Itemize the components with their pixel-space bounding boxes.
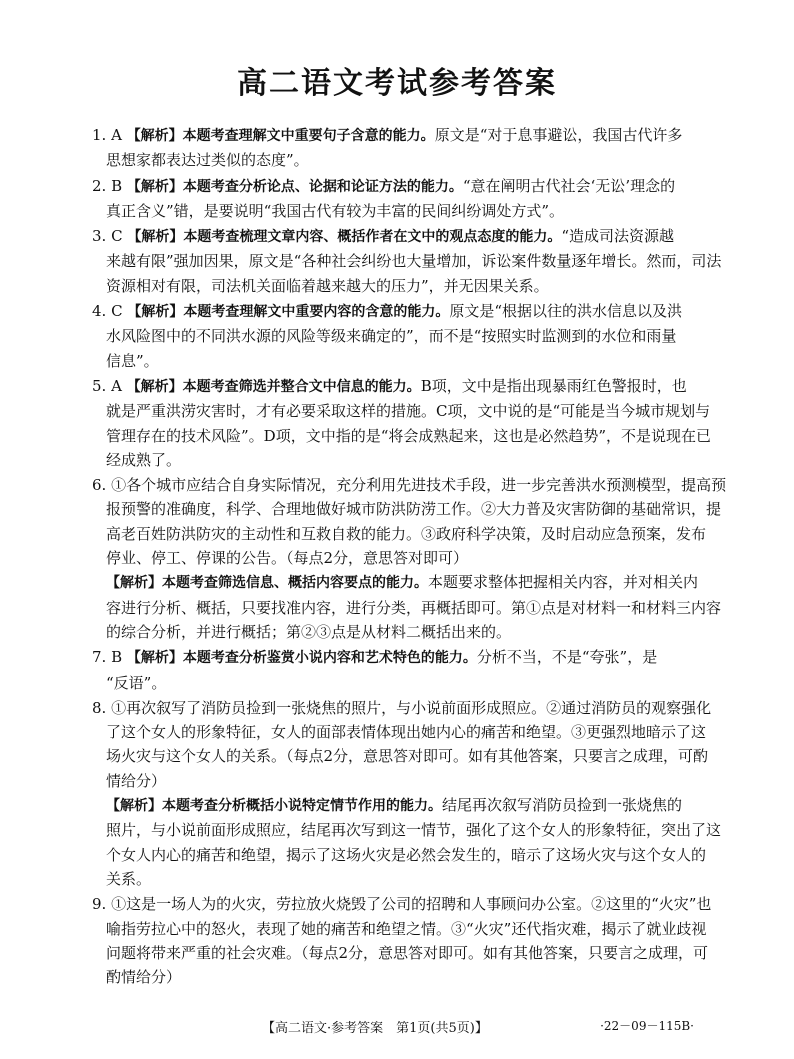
answer-line: [92, 843, 707, 867]
analysis-heading: 【解析】本题考查分析鉴赏小说内容和艺术特色的能力。: [126, 650, 477, 667]
footer-doc-code: ·22－09－115B·: [600, 1019, 694, 1033]
answer-text: 照片，与小说前面形成照应，结尾再次写到这一情节，强化了这个女人的形象特征，突出了这: [106, 821, 722, 840]
answer-text: “造成司法资源越: [561, 227, 674, 246]
answer-line: [92, 818, 722, 842]
answer-text: 5. A: [92, 376, 127, 395]
answer-line: [92, 199, 704, 223]
answer-line: [92, 399, 711, 423]
answer-line: [92, 720, 707, 744]
analysis-heading: 【解析】本题考查理解文中重要句子含意的能力。: [126, 128, 435, 144]
answer-text: 9. ①这是一场人为的火灾，劳拉放火烧毁了公司的招聘和人事顾问办公室。②这里的“火灾”也: [92, 895, 712, 914]
answer-line: [92, 448, 704, 472]
answer-line: [92, 123, 704, 148]
answer-text: “意在阐明古代社会‘无讼’理念的: [462, 176, 676, 195]
answer-item: [92, 473, 727, 644]
analysis-heading: 【解析】本题考查理解文中重要内容的含意的能力。: [127, 304, 450, 321]
answer-line: [92, 324, 704, 348]
answer-text: 容进行分析、概括，只要找准内容，进行分类，再概括即可。第①点是对材料一和材料三内容: [106, 598, 722, 617]
page-title: 高二语文考试参考答案: [237, 66, 557, 101]
answer-text: 结尾再次叙写消防员捡到一张烧焦的: [442, 796, 683, 815]
answer-line: [92, 696, 712, 720]
answer-item: [92, 645, 704, 695]
answer-text: 原文是“对于息事避讼，我国古代许多: [434, 126, 683, 144]
answer-text: 场火灾与这个女人的关系。（每点2分，意思答对即可。如有其他答案，只要言之成理，可酌: [106, 747, 709, 766]
answer-line: [92, 349, 704, 373]
answer-text: 信息”。: [106, 351, 159, 370]
answer-item: [92, 696, 722, 891]
answer-text: 问题将带来严重的社会灾难。（每点2分，意思答对即可。如有其他答案，只要言之成理，可: [106, 943, 709, 962]
answer-text: B项，文中是指出现暴雨红色警报时，也: [420, 376, 687, 395]
answer-text: 思想家都表达过类似的态度”。: [106, 151, 309, 170]
answer-text: 来越有限”强加因果，原文是“各种社会纠纷也大量增加，诉讼案件数量逐年增长。然而，司法: [106, 252, 722, 271]
analysis-heading: 【解析】本题考查梳理文章内容、概括作者在文中的观点态度的能力。: [127, 229, 562, 246]
answer-text: 6. ①各个城市应结合自身实际情况，充分利用先进技术手段，进一步完善洪水预测模型，提高预: [92, 476, 727, 495]
answer-text: 的综合分析，并进行概括；第②③点是从材料二概括出来的。: [106, 622, 512, 641]
answer-text: 原文是“根据以往的洪水信息以及洪: [449, 302, 682, 321]
answer-item: [92, 299, 704, 373]
answer-item: [92, 374, 712, 472]
answer-text: 酌情给分）: [106, 968, 182, 987]
answer-text: 资源相对有限，司法机关面临着越来越大的压力”，并无因果关系。: [106, 276, 549, 295]
answer-text: 1. A: [92, 126, 127, 144]
answer-line: [92, 596, 722, 620]
answer-item: [92, 224, 722, 298]
answer-line: [92, 620, 704, 644]
answer-item: [92, 123, 704, 173]
answer-line: [92, 299, 704, 324]
answer-text: 情给分）: [106, 771, 167, 790]
analysis-heading: 【解析】本题考查筛选信息、概括内容要点的能力。: [106, 575, 428, 592]
answer-line: [92, 148, 704, 172]
answer-line: [92, 965, 704, 989]
analysis-heading: 【解析】本题考查分析论点、论据和论证方法的能力。: [126, 178, 463, 195]
answer-text: 了这个女人的形象特征，女人的面部表情体现出她内心的痛苦和绝望。③更强烈地暗示了这: [106, 723, 707, 742]
answer-text: 4. C: [92, 302, 128, 321]
answer-line: [92, 274, 704, 298]
answer-text: 7. B: [92, 648, 127, 667]
answer-text: 喻指劳拉心中的怒火，表现了她的痛苦和绝望之情。③“火灾”还代指灾难，揭示了就业歧视: [106, 919, 707, 938]
answer-text: 个女人内心的痛苦和绝望，揭示了这场火灾是必然会发生的，暗示了这场火灾与这个女人的: [106, 845, 707, 864]
answer-text: 停业、停工、停课的公告。（每点2分，意思答对即可）: [106, 549, 469, 568]
answer-line: [92, 473, 727, 497]
answer-text: 本题要求整体把握相关内容，并对相关内: [428, 573, 699, 592]
answer-line: [92, 424, 712, 448]
answer-line: [92, 522, 707, 546]
answer-line: [92, 645, 704, 670]
answer-line: [92, 917, 707, 941]
answer-text: 报预警的准确度，科学、合理地做好城市防洪防涝工作。②大力普及灾害防御的基础常识，提: [106, 500, 722, 519]
answer-line: [92, 941, 709, 965]
answer-text: 经成熟了。: [106, 450, 182, 469]
answer-line: [92, 249, 722, 273]
answer-line: [92, 224, 704, 249]
answer-text: 管理存在的技术风险”。D项，文中指的是“将会成熟起来，这也是必然趋势”，不是说现在已: [106, 426, 712, 445]
answer-line: [92, 867, 704, 891]
answer-text: 2. B: [92, 176, 127, 195]
analysis-heading: 【解析】本题考查筛选并整合文中信息的能力。: [126, 378, 421, 395]
answer-text: 分析不当，不是“夸张”，是: [476, 648, 658, 667]
footer-page-info: 【高二语文·参考答案 第1页(共5页)】: [262, 1021, 488, 1036]
answer-line: [92, 497, 722, 521]
answer-text: 真正含义”错，是要说明“我国古代有较为丰富的民间纠纷调处方式”。: [106, 201, 565, 220]
answer-item: [92, 892, 712, 989]
answer-line: [92, 769, 704, 793]
answer-line: [92, 793, 704, 818]
answer-line: [92, 374, 704, 399]
answer-line: [92, 744, 709, 768]
answer-text: 8. ①再次叙写了消防员捡到一张烧焦的照片，与小说前面形成照应。②通过消防员的观察强化: [92, 698, 712, 717]
answer-text: “反语”。: [106, 673, 167, 692]
answer-line: [92, 671, 704, 695]
answer-text: 高老百姓防洪防灾的主动性和互救自救的能力。③政府科学决策，及时启动应急预案，发布: [106, 524, 707, 543]
answer-text: 关系。: [106, 869, 152, 888]
answer-list: [92, 123, 727, 990]
answer-line: [92, 570, 704, 595]
answer-item: [92, 174, 704, 224]
answer-text: 就是严重洪涝灾害时，才有必要采取这样的措施。C项，文中说的是“可能是当今城市规划与: [106, 402, 711, 421]
analysis-heading: 【解析】本题考查分析概括小说特定情节作用的能力。: [106, 798, 442, 815]
answer-line: [92, 174, 704, 199]
answer-text: 3. C: [92, 227, 128, 246]
answer-text: 水风险图中的不同洪水源的风险等级来确定的”，而不是“按照实时监测到的水位和雨量: [106, 327, 677, 346]
answer-line: [92, 546, 704, 570]
answer-line: [92, 892, 712, 916]
